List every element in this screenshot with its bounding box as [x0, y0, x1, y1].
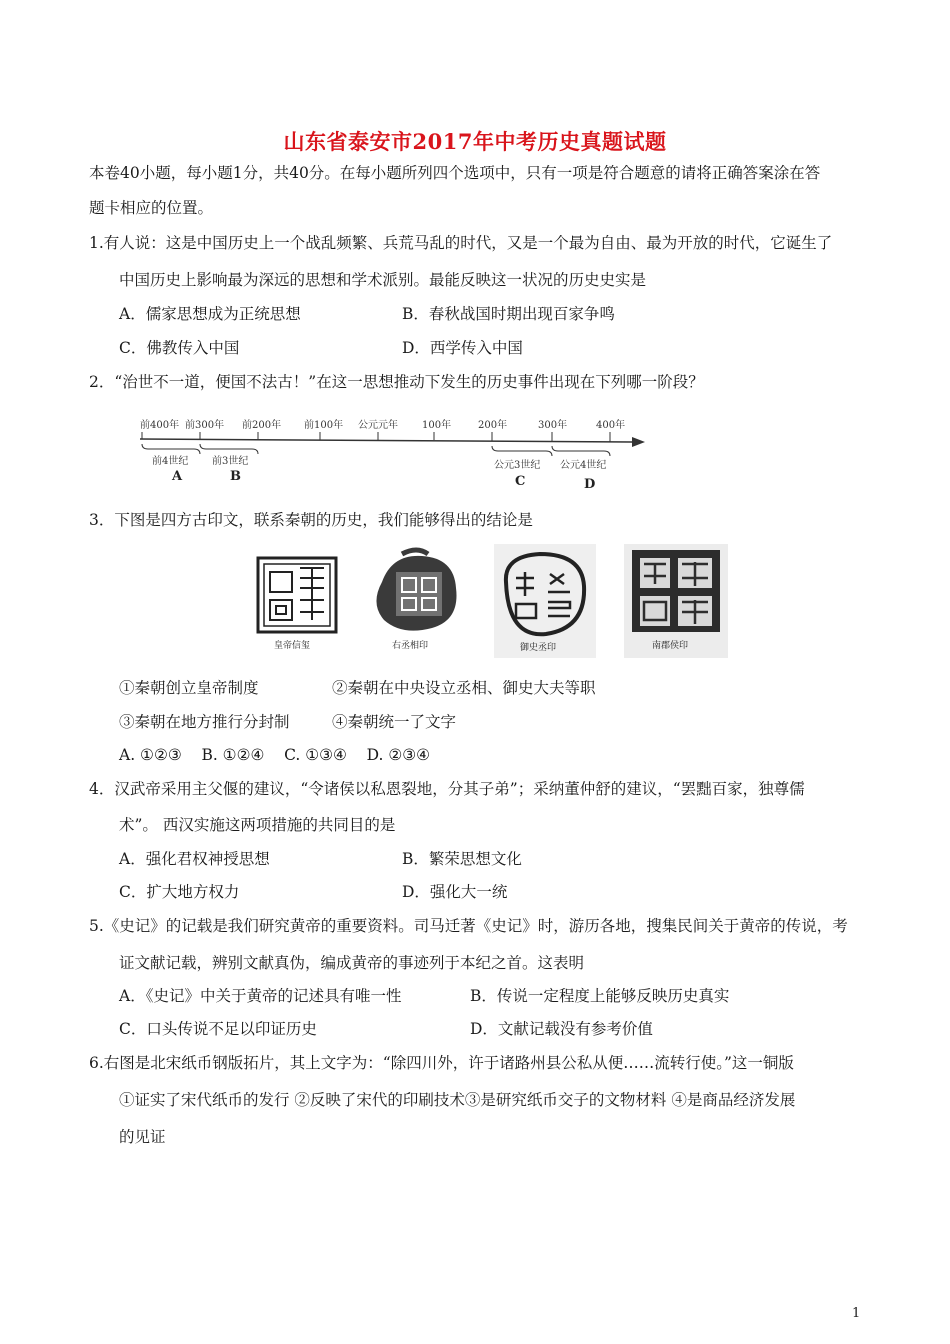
q3-statement-1: ①秦朝创立皇帝制度 — [119, 679, 259, 697]
q5-option-c: C．口头传说不足以印证历史 — [119, 1020, 317, 1038]
q4-option-c: C．扩大地方权力 — [119, 883, 240, 901]
q4-option-a: A．强化君权神授思想 — [119, 850, 270, 868]
span-label: 前3世纪 — [212, 456, 249, 467]
q4-option-b: B．繁荣思想文化 — [402, 850, 522, 868]
q4-stem-1: 4．汉武帝采用主父偃的建议，“令诸侯以私恩裂地，分其子弟”；采纳董仲舒的建议，“罢黜百家，独尊儒 — [89, 780, 805, 798]
q5-stem-2: 证文献记载，辨别文献真伪，编成黄帝的事迹列于本纪之首。这表明 — [119, 954, 585, 972]
q5-option-b: B．传说一定程度上能够反映历史真实 — [470, 987, 730, 1005]
tick-label: 前400年 — [140, 420, 180, 431]
q6-stem-3: 的见证 — [119, 1128, 166, 1146]
q3-statement-3: ③秦朝在地方推行分封制 — [119, 713, 290, 731]
seal-image-3 — [490, 542, 600, 660]
q1-option-b: B．春秋战国时期出现百家争鸣 — [402, 305, 615, 323]
span-label: 公元3世纪 — [494, 460, 541, 471]
q3-statement-4: ④秦朝统一了文字 — [332, 713, 457, 731]
q2-stem: 2．“治世不一道，便国不法古！”在这一思想推动下发生的历史事件出现在下列哪一阶段？ — [89, 373, 704, 391]
q3-stem: 3．下图是四方古印文，联系秦朝的历史，我们能够得出的结论是 — [89, 511, 533, 529]
page-number: 1 — [852, 1306, 861, 1321]
tick-label: 前200年 — [242, 420, 282, 431]
seal-image-1 — [250, 542, 345, 654]
option-letter: B — [230, 469, 241, 484]
q5-option-d: D．文献记载没有参考价值 — [470, 1020, 653, 1038]
q3-statement-2: ②秦朝在中央设立丞相、御史大夫等职 — [332, 679, 596, 697]
q4-option-d: D．强化大一统 — [402, 883, 508, 901]
tick-label: 前300年 — [185, 420, 225, 431]
tick-label: 200年 — [478, 420, 508, 431]
q1-option-a: A．儒家思想成为正统思想 — [119, 305, 301, 323]
q5-option-a: A．《史记》中关于黄帝的记述具有唯一性 — [119, 987, 402, 1005]
q3-options: A. ①②③ B. ①②④ C. ①③④ D. ②③④ — [119, 746, 431, 764]
span-label: 公元4世纪 — [560, 460, 607, 471]
seal-caption: 皇帝信玺 — [274, 641, 311, 651]
seal-image-2 — [362, 542, 472, 654]
q1-stem-1: 1.有人说：这是中国历史上一个战乱频繁、兵荒马乱的时代，又是一个最为自由、最为开放的时代，它诞生了 — [89, 234, 833, 252]
page-title: 山东省泰安市2017年中考历史真题试题 — [283, 129, 667, 154]
tick-label: 400年 — [596, 420, 626, 431]
tick-label: 前100年 — [304, 420, 344, 431]
tick-label: 300年 — [538, 420, 568, 431]
option-letter: A — [172, 469, 183, 484]
span-label: 前4世纪 — [152, 456, 189, 467]
seal-caption: 御史丞印 — [520, 643, 557, 653]
option-letter: C — [515, 474, 526, 489]
q1-option-d: D．西学传入中国 — [402, 339, 523, 357]
q1-stem-2: 中国历史上影响最为深远的思想和学术派别。最能反映这一状况的历史史实是 — [119, 271, 647, 289]
seal-caption: 右丞相印 — [392, 641, 429, 651]
seal-image-4 — [620, 542, 732, 660]
q5-stem-1: 5.《史记》的记载是我们研究黄帝的重要资料。司马迁著《史记》时，游历各地，搜集民间关于黄帝的传说，考 — [89, 917, 848, 935]
q6-stem-2: ①证实了宋代纸币的发行 ②反映了宋代的印刷技术③是研究纸币交子的文物材料 ④是商品经济发展 — [119, 1091, 796, 1109]
timeline-figure — [140, 408, 650, 498]
q4-stem-2: 术”。 西汉实施这两项措施的共同目的是 — [119, 816, 396, 834]
option-letter: D — [584, 477, 596, 492]
tick-label: 公元元年 — [358, 420, 398, 431]
seal-caption: 南郡侯印 — [652, 641, 689, 651]
seal-images — [250, 542, 740, 660]
intro-line-1: 本卷40小题，每小题1分，共40分。在每小题所列四个选项中，只有一项是符合题意的请将正确答案涂在答 — [89, 164, 821, 182]
q6-stem-1: 6.右图是北宋纸币钢版拓片，其上文字为：“除四川外，许于诸路州县公私从便……流转行使。”这一铜版 — [89, 1054, 794, 1072]
q1-option-c: C．佛教传入中国 — [119, 339, 240, 357]
tick-label: 100年 — [422, 420, 452, 431]
intro-line-2: 题卡相应的位置。 — [89, 199, 214, 217]
